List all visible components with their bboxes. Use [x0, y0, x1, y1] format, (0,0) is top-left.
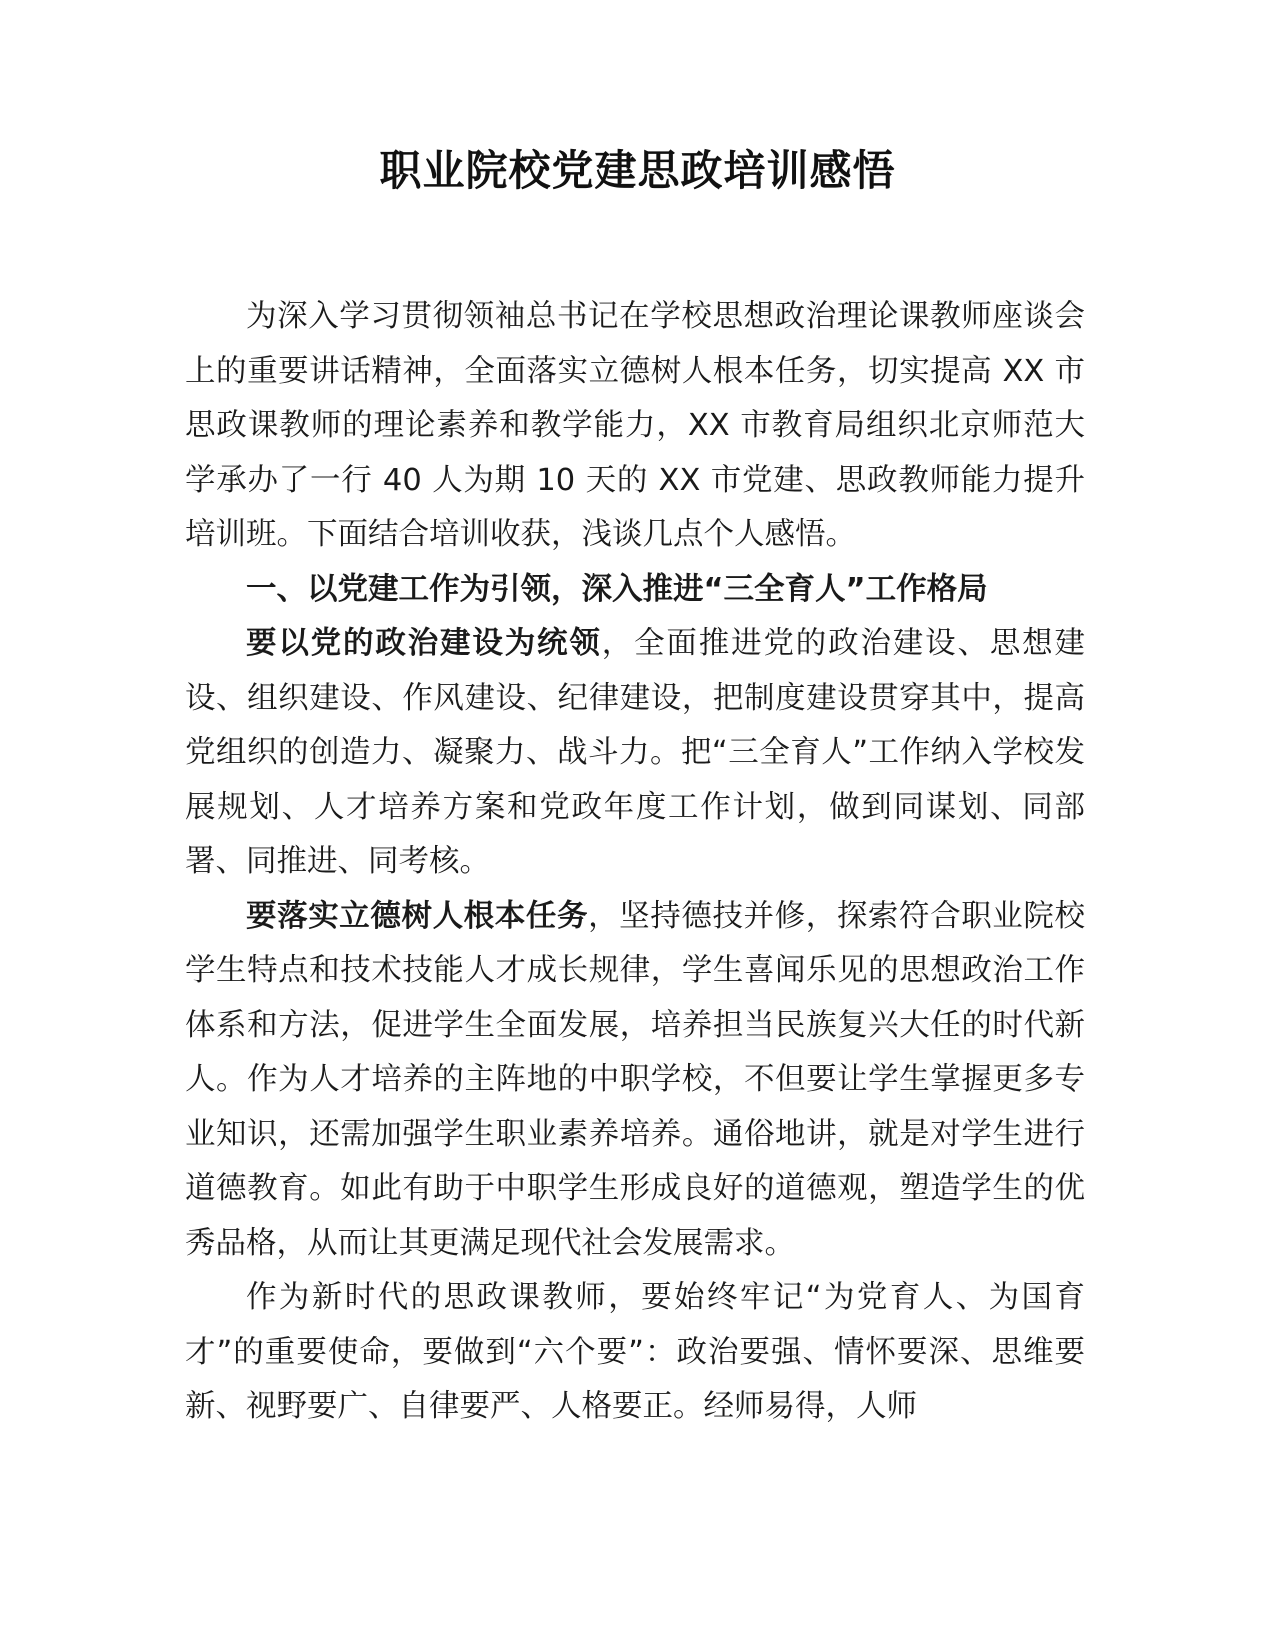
paragraph: 作为新时代的思政课教师，要始终牢记“为党育人、为国育才”的重要使命，要做到“六个要”：政治要强、情怀要深、思维要新、视野要广、自律要严、人格要正。经师易得，人师 [185, 1280, 1085, 1424]
paragraph [185, 890, 1085, 1272]
document-title: 职业院校党建思政培训感悟 [379, 146, 896, 195]
paragraph-lead: 要落实立德树人根本任务 [246, 898, 589, 934]
section-heading: 一、以党建工作为引领，深入推进“三全育人”工作格局 [246, 571, 988, 607]
paragraph [185, 617, 1085, 890]
paragraph-lead: 要以党的政治建设为统领 [246, 626, 602, 661]
paragraph-text: ，全面推进党的政治建设、思想建设、组织建设、作风建设、纪律建设，把制度建设贯穿其中，提高党组织的创造力、凝聚力、战斗力。把“三全育人”工作纳入学校发展规划、人才培养方案和党政年度工作计划，做到同谋划、同部署、同推进、同考核。 [185, 626, 1086, 879]
document-body [185, 290, 1085, 1435]
paragraph-text: ，坚持德技并修，探索符合职业院校学生特点和技术技能人才成长规律，学生喜闻乐见的思想政治工作体系和方法，促进学生全面发展，培养担当民族复兴大任的时代新人。作为人才培养的主阵地的中职学校，不但要让学生掌握更多专业知识，还需加强学生职业素养培养。通俗地讲，就是对学生进行道德教育。如此有助于中职学生形成良好的道德观，塑造学生的优秀品格，从而让其更满足现代社会发展需求。 [185, 898, 1086, 1261]
intro-paragraph: 为深入学习贯彻领袖总书记在学校思想政治理论课教师座谈会上的重要讲话精神，全面落实立德树人根本任务，切实提高 XX 市思政课教师的理论素养和教学能力，XX 市教育局组织北京师范大学承办了一行 40 人为期 10 天的 XX 市党建、思政教师能力提升培训班。下面结合培训收获，浅谈几点个人感悟。 [185, 299, 1085, 552]
